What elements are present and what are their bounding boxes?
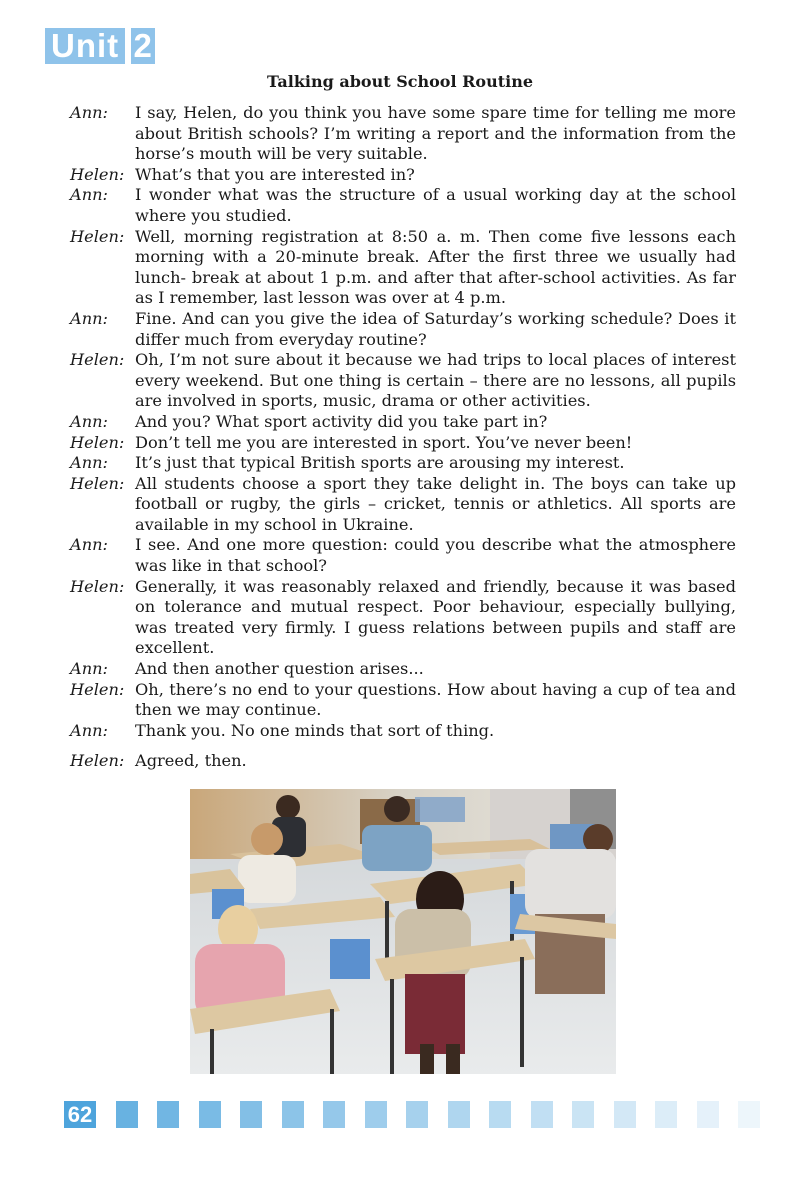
- speaker-name: Helen:: [70, 350, 125, 370]
- dialog-line: [70, 474, 736, 536]
- speaker-name: Ann:: [70, 659, 108, 679]
- footer-square: [116, 1101, 138, 1128]
- speech-text: It’s just that typical British sports are arousing my interest.: [135, 453, 625, 473]
- dialog-line: [70, 721, 736, 742]
- unit-number: 2: [131, 28, 155, 64]
- speech-text: Well, morning registration at 8:50 a. m. Then come five lessons each morning with a 20-minute break. After the first three we usually had lunch- break at about 1 p.m. and after that after-school activities. As far as I remember, last lesson was over at 4 p.m.: [135, 226, 736, 308]
- classroom-exam-photo: [190, 789, 616, 1074]
- speaker-name: Helen:: [70, 432, 125, 452]
- unit-badge: [45, 28, 155, 64]
- dialog-line: [70, 659, 736, 680]
- dialog-line: [70, 350, 736, 412]
- speech-text: I wonder what was the structure of a usual working day at the school where you studied.: [135, 185, 736, 225]
- speaker-name: Ann:: [70, 453, 108, 473]
- speaker-name: Helen:: [70, 473, 125, 493]
- speaker-name: Ann:: [70, 308, 108, 328]
- speech-text: I say, Helen, do you think you have some spare time for telling me more about British schools? I’m writing a report and the information from the horse’s mouth will be very suitable.: [135, 103, 736, 164]
- speech-text: And then another question arises...: [135, 659, 424, 679]
- speaker-name: Ann:: [70, 103, 108, 122]
- dialog-line: [70, 309, 736, 350]
- footer-square: [365, 1101, 387, 1128]
- speech-text: Generally, it was reasonably relaxed and friendly, because it was based on tolerance and mutual respect. Poor behaviour, especially bullying, was treated very firmly. I guess relations between pupils and staff are excellent.: [135, 576, 736, 658]
- speaker-name: Helen:: [70, 751, 125, 771]
- footer-square: [406, 1101, 428, 1128]
- speech-text: Fine. And can you give the idea of Saturday’s working schedule? Does it differ much from everyday routine?: [135, 308, 736, 349]
- dialog-line: [70, 453, 736, 474]
- speaker-name: Helen:: [70, 164, 125, 184]
- unit-label: Unit: [45, 28, 125, 64]
- footer-square: [199, 1101, 221, 1128]
- dialog-line: [70, 680, 736, 721]
- footer-square: [614, 1101, 636, 1128]
- speaker-name: Ann:: [70, 535, 108, 555]
- speaker-name: Helen:: [70, 226, 125, 246]
- footer-square: [157, 1101, 179, 1128]
- dialog: [70, 103, 736, 772]
- dialog-line: [70, 577, 736, 659]
- footer-square: [448, 1101, 470, 1128]
- page-number: 62: [64, 1101, 96, 1128]
- speaker-name: Ann:: [70, 185, 108, 205]
- dialog-line: [70, 103, 736, 165]
- speech-text: I see. And one more question: could you describe what the atmosphere was like in that school?: [135, 535, 736, 576]
- speech-text: What’s that you are interested in?: [135, 164, 415, 184]
- footer-square: [531, 1101, 553, 1128]
- footer-square: [282, 1101, 304, 1128]
- speaker-name: Ann:: [70, 411, 108, 431]
- page-footer: [64, 1101, 760, 1128]
- speech-text: And you? What sport activity did you take part in?: [135, 411, 548, 431]
- dialog-line: [70, 185, 736, 226]
- dialog-line: [70, 227, 736, 309]
- footer-square: [323, 1101, 345, 1128]
- dialog-line: [70, 751, 736, 772]
- speech-text: Oh, there’s no end to your questions. How about having a cup of tea and then we may continue.: [135, 679, 736, 720]
- footer-square: [655, 1101, 677, 1128]
- speech-text: Agreed, then.: [135, 751, 247, 771]
- dialog-line: [70, 165, 736, 186]
- footer-square: [738, 1101, 760, 1128]
- speaker-name: Helen:: [70, 576, 125, 596]
- page-title: Talking about School Routine: [267, 72, 533, 91]
- footer-square: [572, 1101, 594, 1128]
- speech-text: All students choose a sport they take delight in. The boys can take up football or rugby, the girls – cricket, tennis or athletics. All sports are available in my school in Ukraine.: [135, 473, 736, 534]
- speaker-name: Helen:: [70, 679, 125, 699]
- footer-square: [697, 1101, 719, 1128]
- speaker-name: Ann:: [70, 720, 108, 740]
- footer-square: [489, 1101, 511, 1128]
- speech-text: Don’t tell me you are interested in sport. You’ve never been!: [135, 432, 633, 452]
- footer-square: [240, 1101, 262, 1128]
- dialog-line: [70, 535, 736, 576]
- speech-text: Oh, I’m not sure about it because we had trips to local places of interest every weekend. But one thing is certain – there are no lessons, all pupils are involved in sports, music, drama or other activities.: [135, 350, 736, 411]
- speech-text: Thank you. No one minds that sort of thing.: [135, 720, 495, 740]
- dialog-line: [70, 433, 736, 454]
- dialog-line: [70, 412, 736, 433]
